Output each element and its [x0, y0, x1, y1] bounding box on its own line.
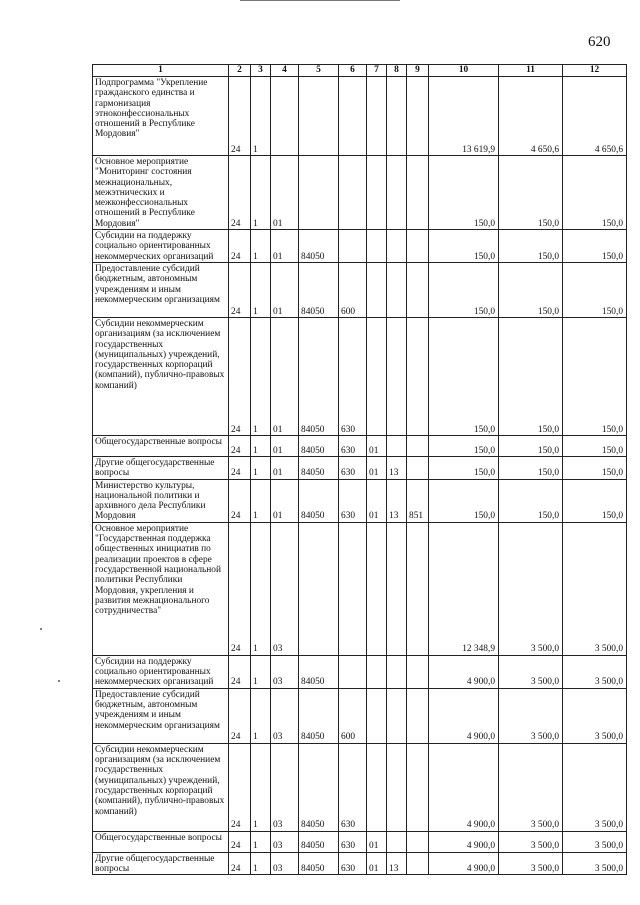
- code-cell: 630: [339, 852, 367, 875]
- table-row: [93, 743, 627, 831]
- amount-cell: 3 500,0: [499, 655, 563, 688]
- code-cell: [271, 77, 299, 156]
- row-name: Общегосударственные вопросы: [93, 831, 229, 852]
- page-number: 620: [588, 34, 611, 50]
- table-row: [93, 655, 627, 688]
- code-cell: 13: [387, 456, 407, 479]
- amount-cell: 150,0: [563, 156, 627, 230]
- amount-cell: 150,0: [499, 262, 563, 317]
- code-cell: 84050: [299, 262, 339, 317]
- code-cell: [339, 156, 367, 230]
- code-cell: [367, 77, 387, 156]
- code-cell: 13: [387, 852, 407, 875]
- amount-cell: 3 500,0: [499, 831, 563, 852]
- table-row: [93, 435, 627, 456]
- code-cell: 24: [229, 522, 251, 655]
- code-cell: [367, 156, 387, 230]
- code-cell: [339, 77, 367, 156]
- amount-cell: 4 900,0: [429, 743, 499, 831]
- amount-cell: 3 500,0: [499, 743, 563, 831]
- code-cell: [387, 156, 407, 230]
- code-cell: 24: [229, 479, 251, 522]
- code-cell: 630: [339, 479, 367, 522]
- code-cell: 84050: [299, 456, 339, 479]
- amount-cell: 13 619,9: [429, 77, 499, 156]
- amount-cell: 3 500,0: [563, 831, 627, 852]
- code-cell: 24: [229, 831, 251, 852]
- code-cell: 1: [251, 688, 271, 743]
- amount-cell: 150,0: [499, 479, 563, 522]
- row-name: Предоставление субсидий бюджетным, автономным учреждениям и иным некоммерческим организациям: [93, 262, 229, 317]
- amount-cell: 150,0: [563, 230, 627, 263]
- code-cell: 24: [229, 262, 251, 317]
- amount-cell: 150,0: [563, 317, 627, 435]
- row-name: Основное мероприятие "Мониторинг состояния межнациональных, межэтнических и межконфессиональных отношений в Республике Мордовия": [93, 156, 229, 230]
- amount-cell: 150,0: [429, 435, 499, 456]
- code-cell: [407, 852, 429, 875]
- code-cell: 1: [251, 435, 271, 456]
- code-cell: [387, 435, 407, 456]
- code-cell: 03: [271, 522, 299, 655]
- table-row: [93, 456, 627, 479]
- table-row: [93, 230, 627, 263]
- table-row: [93, 156, 627, 230]
- code-cell: 84050: [299, 655, 339, 688]
- amount-cell: 3 500,0: [499, 852, 563, 875]
- code-cell: 630: [339, 743, 367, 831]
- code-cell: 1: [251, 852, 271, 875]
- code-cell: 630: [339, 831, 367, 852]
- header-cell: 10: [429, 65, 499, 77]
- header-row: [93, 65, 627, 77]
- table-row: [93, 77, 627, 156]
- scan-speck: [40, 628, 42, 630]
- amount-cell: 4 900,0: [429, 655, 499, 688]
- amount-cell: 3 500,0: [563, 688, 627, 743]
- header-cell: 2: [229, 65, 251, 77]
- scan-top-line: [240, 0, 400, 1]
- code-cell: 01: [271, 435, 299, 456]
- table-row: [93, 479, 627, 522]
- code-cell: 24: [229, 435, 251, 456]
- code-cell: [407, 77, 429, 156]
- code-cell: 1: [251, 479, 271, 522]
- amount-cell: 150,0: [499, 456, 563, 479]
- code-cell: [367, 230, 387, 263]
- code-cell: 630: [339, 317, 367, 435]
- code-cell: 84050: [299, 852, 339, 875]
- code-cell: 01: [367, 435, 387, 456]
- code-cell: [367, 688, 387, 743]
- row-name: Общегосударственные вопросы: [93, 435, 229, 456]
- code-cell: [367, 262, 387, 317]
- code-cell: 01: [271, 156, 299, 230]
- code-cell: 84050: [299, 479, 339, 522]
- amount-cell: 150,0: [499, 230, 563, 263]
- amount-cell: 3 500,0: [563, 852, 627, 875]
- code-cell: [387, 317, 407, 435]
- code-cell: 630: [339, 456, 367, 479]
- scan-speck: [58, 680, 60, 682]
- code-cell: 851: [407, 479, 429, 522]
- amount-cell: 150,0: [499, 156, 563, 230]
- amount-cell: 3 500,0: [563, 522, 627, 655]
- code-cell: [407, 456, 429, 479]
- code-cell: 24: [229, 655, 251, 688]
- code-cell: 01: [271, 230, 299, 263]
- code-cell: 03: [271, 831, 299, 852]
- amount-cell: 150,0: [563, 456, 627, 479]
- code-cell: [299, 522, 339, 655]
- amount-cell: 150,0: [429, 156, 499, 230]
- row-name: Другие общегосударственные вопросы: [93, 852, 229, 875]
- amount-cell: 3 500,0: [563, 655, 627, 688]
- code-cell: 01: [271, 262, 299, 317]
- header-cell: 7: [367, 65, 387, 77]
- code-cell: 1: [251, 262, 271, 317]
- row-name: Субсидии на поддержку социально ориентированных некоммерческих организаций: [93, 655, 229, 688]
- code-cell: [367, 655, 387, 688]
- row-name: Субсидии некоммерческим организациям (за исключением государственных (муниципальных) учреждений, государственных корпораций (компаний), публично-правовых компаний): [93, 743, 229, 831]
- code-cell: 1: [251, 522, 271, 655]
- code-cell: [339, 522, 367, 655]
- amount-cell: 150,0: [429, 479, 499, 522]
- amount-cell: 150,0: [499, 317, 563, 435]
- code-cell: [407, 522, 429, 655]
- amount-cell: 4 900,0: [429, 831, 499, 852]
- amount-cell: 150,0: [499, 435, 563, 456]
- code-cell: 24: [229, 852, 251, 875]
- amount-cell: 150,0: [563, 435, 627, 456]
- header-cell: 6: [339, 65, 367, 77]
- code-cell: 600: [339, 688, 367, 743]
- code-cell: [339, 230, 367, 263]
- code-cell: [299, 77, 339, 156]
- amount-cell: 4 650,6: [499, 77, 563, 156]
- code-cell: [387, 522, 407, 655]
- code-cell: [299, 156, 339, 230]
- code-cell: 03: [271, 852, 299, 875]
- code-cell: [367, 317, 387, 435]
- table-row: [93, 522, 627, 655]
- code-cell: 24: [229, 230, 251, 263]
- code-cell: 24: [229, 688, 251, 743]
- code-cell: 1: [251, 655, 271, 688]
- code-cell: 24: [229, 456, 251, 479]
- code-cell: 84050: [299, 435, 339, 456]
- code-cell: 13: [387, 479, 407, 522]
- table-row: [93, 317, 627, 435]
- code-cell: [339, 655, 367, 688]
- code-cell: [387, 230, 407, 263]
- amount-cell: 4 650,6: [563, 77, 627, 156]
- table-row: [93, 688, 627, 743]
- code-cell: [407, 317, 429, 435]
- code-cell: [407, 688, 429, 743]
- amount-cell: 3 500,0: [499, 522, 563, 655]
- code-cell: 01: [271, 479, 299, 522]
- code-cell: 24: [229, 77, 251, 156]
- code-cell: 01: [367, 831, 387, 852]
- row-name: Субсидии на поддержку социально ориентированных некоммерческих организаций: [93, 230, 229, 263]
- code-cell: [407, 230, 429, 263]
- code-cell: [367, 522, 387, 655]
- header-cell: 3: [251, 65, 271, 77]
- code-cell: [367, 743, 387, 831]
- code-cell: 1: [251, 743, 271, 831]
- row-name: Другие общегосударственные вопросы: [93, 456, 229, 479]
- amount-cell: 150,0: [429, 230, 499, 263]
- row-name: Подпрограмма "Укрепление гражданского единства и гармонизация этноконфессиональных отношений в Республике Мордовия": [93, 77, 229, 156]
- amount-cell: 150,0: [563, 479, 627, 522]
- code-cell: 01: [367, 479, 387, 522]
- code-cell: [407, 743, 429, 831]
- amount-cell: 4 900,0: [429, 852, 499, 875]
- code-cell: [407, 435, 429, 456]
- code-cell: [387, 743, 407, 831]
- code-cell: 01: [271, 456, 299, 479]
- header-cell: 9: [407, 65, 429, 77]
- amount-cell: 4 900,0: [429, 688, 499, 743]
- code-cell: 03: [271, 688, 299, 743]
- amount-cell: 12 348,9: [429, 522, 499, 655]
- header-cell: 12: [563, 65, 627, 77]
- amount-cell: 150,0: [563, 262, 627, 317]
- code-cell: 600: [339, 262, 367, 317]
- code-cell: 84050: [299, 230, 339, 263]
- row-name: Министерство культуры, национальной политики и архивного дела Республики Мордовия: [93, 479, 229, 522]
- code-cell: 1: [251, 230, 271, 263]
- code-cell: 630: [339, 435, 367, 456]
- code-cell: 03: [271, 655, 299, 688]
- code-cell: 1: [251, 831, 271, 852]
- code-cell: [387, 77, 407, 156]
- code-cell: [387, 262, 407, 317]
- row-name: Предоставление субсидий бюджетным, автономным учреждениям и иным некоммерческим организациям: [93, 688, 229, 743]
- code-cell: 24: [229, 317, 251, 435]
- code-cell: 1: [251, 456, 271, 479]
- header-cell: 8: [387, 65, 407, 77]
- header-cell: 1: [93, 65, 229, 77]
- amount-cell: 3 500,0: [563, 743, 627, 831]
- amount-cell: 3 500,0: [499, 688, 563, 743]
- header-cell: 4: [271, 65, 299, 77]
- code-cell: 1: [251, 156, 271, 230]
- row-name: Основное мероприятие "Государственная поддержка общественных инициатив по реализации проектов в сфере государственной национальной политики Республики Мордовия, укрепления и развития межнационального сотрудничества": [93, 522, 229, 655]
- table-row: [93, 831, 627, 852]
- amount-cell: 150,0: [429, 456, 499, 479]
- table-row: [93, 262, 627, 317]
- budget-table: [92, 64, 627, 875]
- header-cell: 5: [299, 65, 339, 77]
- code-cell: [387, 655, 407, 688]
- amount-cell: 150,0: [429, 262, 499, 317]
- code-cell: 24: [229, 743, 251, 831]
- code-cell: 24: [229, 156, 251, 230]
- code-cell: [387, 831, 407, 852]
- code-cell: 1: [251, 77, 271, 156]
- header-cell: 11: [499, 65, 563, 77]
- table-row: [93, 852, 627, 875]
- code-cell: [407, 655, 429, 688]
- code-cell: 1: [251, 317, 271, 435]
- code-cell: 01: [271, 317, 299, 435]
- code-cell: [407, 831, 429, 852]
- code-cell: 84050: [299, 831, 339, 852]
- code-cell: 84050: [299, 688, 339, 743]
- code-cell: [387, 688, 407, 743]
- code-cell: 01: [367, 456, 387, 479]
- code-cell: 84050: [299, 743, 339, 831]
- amount-cell: 150,0: [429, 317, 499, 435]
- row-name: Субсидии некоммерческим организациям (за исключением государственных (муниципальных) учреждений, государственных корпораций (компаний), публично-правовых компаний): [93, 317, 229, 435]
- code-cell: [407, 262, 429, 317]
- code-cell: 01: [367, 852, 387, 875]
- code-cell: 03: [271, 743, 299, 831]
- code-cell: [407, 156, 429, 230]
- code-cell: 84050: [299, 317, 339, 435]
